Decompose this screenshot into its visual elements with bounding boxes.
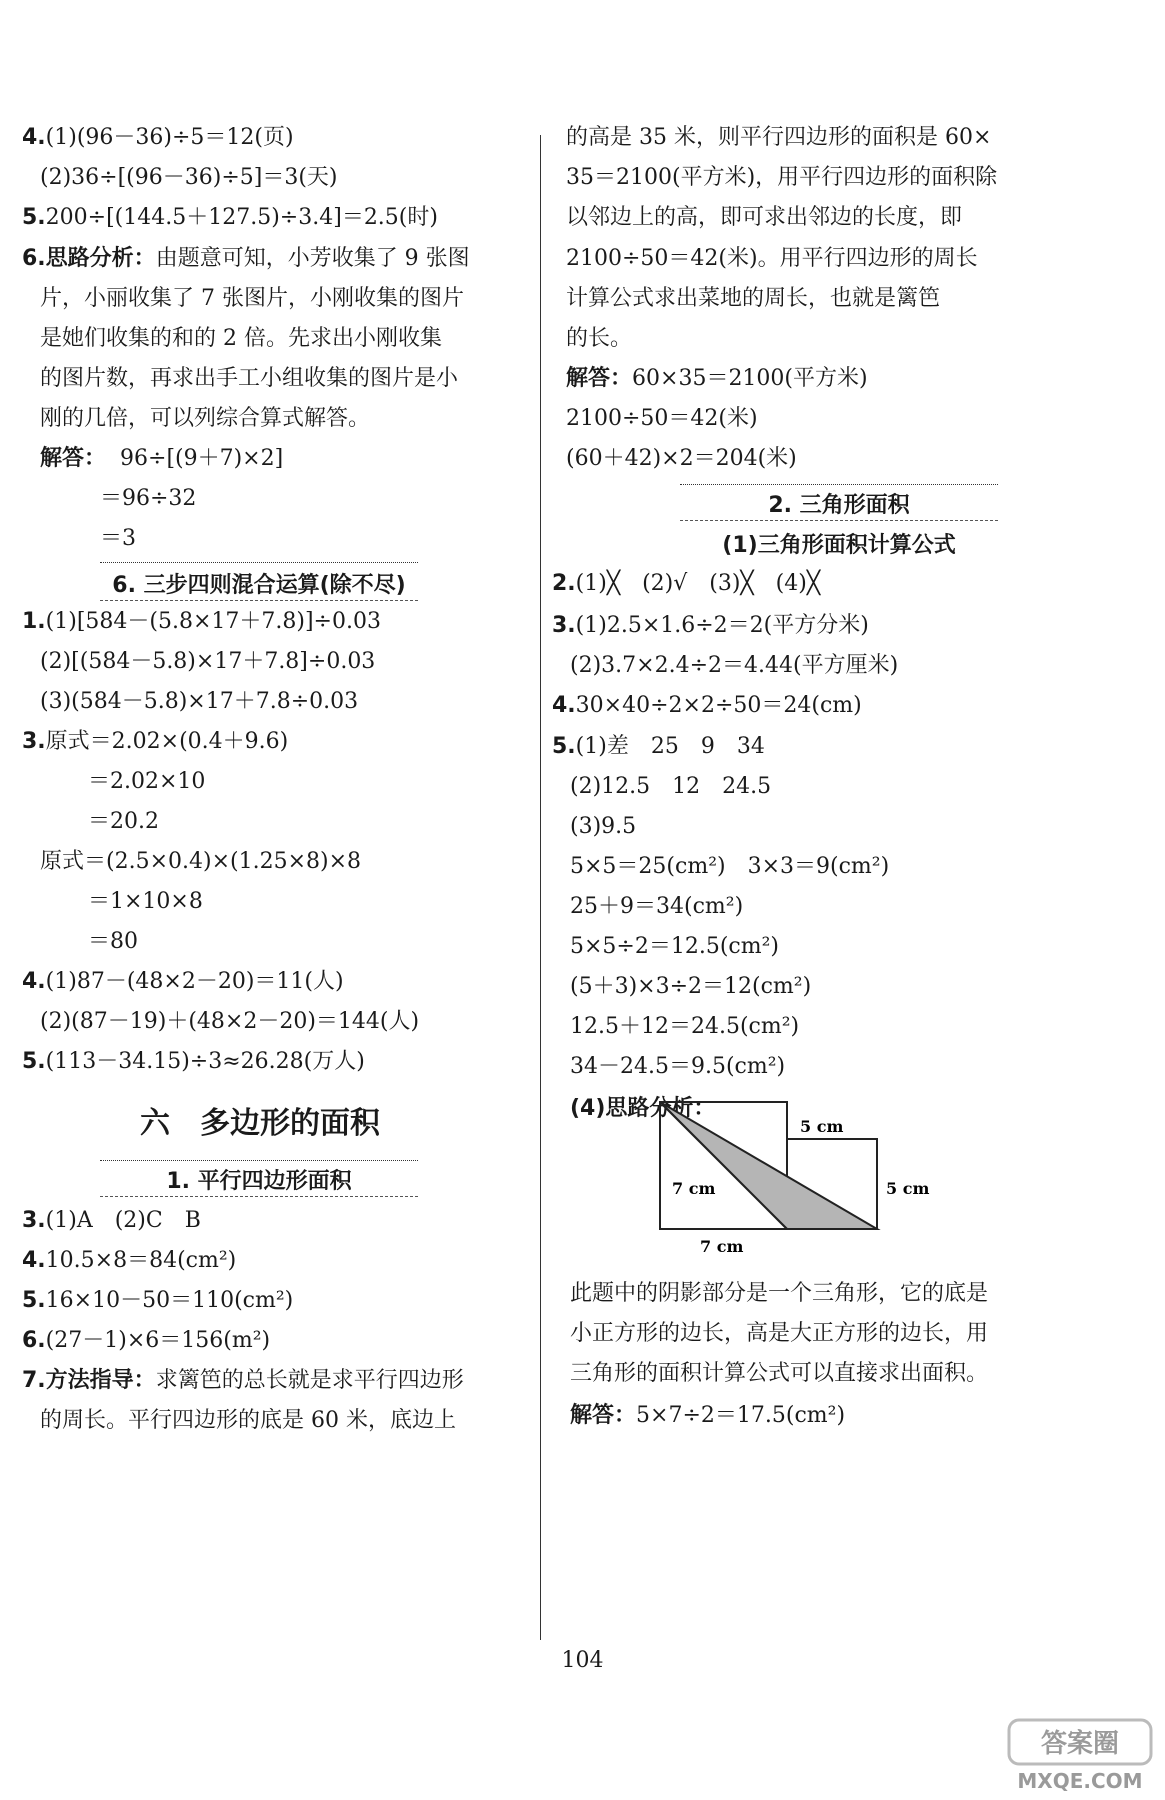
item-number: 5.	[22, 1288, 46, 1313]
answer-line: 10.5×8＝84(cm²)	[45, 1248, 237, 1273]
answer-line: 以邻边上的高，即可求出邻边的长度，即	[566, 205, 963, 230]
paragraph-line: 小正方形的边长，高是大正方形的边长，用	[570, 1321, 989, 1346]
answer-line: (2)3.7×2.4÷2＝4.44(平方厘米)	[570, 653, 899, 678]
item-number: 3.	[552, 613, 576, 638]
equation: 原式＝2.02×(0.4＋9.6)	[45, 729, 289, 754]
answer-line: (2)[(584－5.8)×17＋7.8]÷0.03	[40, 649, 376, 674]
watermark-logo-text: 答案圈	[1040, 1729, 1120, 1759]
analysis-label: 思路分析：	[45, 246, 156, 271]
section-title: 2. 三角形面积	[768, 493, 910, 518]
answer-line: 计算公式求出菜地的周长，也就是篱笆	[566, 286, 941, 311]
left-side-label: 7 cm	[672, 1179, 716, 1198]
answer-4	[22, 122, 294, 154]
equation: ＝2.02×10	[88, 769, 206, 794]
answer-5	[22, 1285, 293, 1317]
answer-6	[22, 243, 470, 275]
item-number: 3.	[22, 1208, 46, 1233]
item-number: 3.	[22, 729, 46, 754]
section-title: 6. 三步四则混合运算(除不尽)	[112, 573, 406, 598]
answer-line: 2100÷50＝42(米)。用平行四边形的周长	[566, 246, 978, 271]
answer-line: (1)╳ (2)√ (3)╳ (4)╳	[575, 571, 821, 596]
equation: 25＋9＝34(cm²)	[570, 894, 744, 919]
answer-line	[570, 1400, 845, 1432]
answer-line: (2)(87－19)＋(48×2－20)＝144(人)	[40, 1009, 420, 1034]
item-number: 2.	[552, 571, 576, 596]
section-rule	[100, 600, 418, 601]
section-title: 1. 平行四边形面积	[166, 1169, 352, 1194]
section-rule	[100, 562, 418, 563]
item-number: 4.	[22, 1248, 46, 1273]
equation: ＝96÷32	[100, 486, 197, 511]
answer-line: 35＝2100(平方米)，用平行四边形的面积除	[566, 165, 998, 190]
answer-line	[40, 443, 283, 475]
answer-5	[552, 731, 765, 763]
answer-3	[22, 1205, 201, 1237]
answer-line: 16×10－50＝110(cm²)	[45, 1288, 294, 1313]
answer-line: 求篱笆的总长就是求平行四边形	[155, 1368, 464, 1393]
answer-line: (1)87－(48×2－20)＝11(人)	[45, 969, 344, 994]
answer-6	[22, 1325, 270, 1357]
paragraph-line: 三角形的面积计算公式可以直接求出面积。	[570, 1361, 989, 1386]
method-label: 方法指导：	[45, 1368, 156, 1393]
equation: 5×5＝25(cm²) 3×3＝9(cm²)	[570, 854, 890, 879]
equation: 12.5＋12＝24.5(cm²)	[570, 1014, 800, 1039]
paragraph-line: 此题中的阴影部分是一个三角形，它的底是	[570, 1281, 989, 1306]
answer-3	[552, 610, 869, 642]
answer-line: (1)差 25 9 34	[575, 734, 765, 759]
analysis-label: (4)思路分析：	[570, 1096, 716, 1121]
item-number: 5.	[22, 1049, 46, 1074]
squares-figure	[650, 1100, 1050, 1270]
answer-line: (1)2.5×1.6÷2＝2(平方分米)	[575, 613, 869, 638]
answer-2	[552, 568, 820, 600]
section-rule	[100, 1160, 418, 1161]
page-number: 104	[561, 1648, 604, 1673]
answer-line: 的周长。平行四边形的底是 60 米，底边上	[40, 1408, 456, 1433]
equation: (5＋3)×3÷2＝12(cm²)	[570, 974, 812, 999]
item-number: 5.	[552, 734, 576, 759]
watermark-url: MXQE.COM	[1017, 1769, 1143, 1793]
right-side-label: 5 cm	[886, 1179, 930, 1198]
item-number: 7.	[22, 1368, 46, 1393]
answer-1	[22, 606, 381, 638]
answer-line: (2)36÷[(96－36)÷5]＝3(天)	[40, 165, 338, 190]
section-rule	[100, 1196, 418, 1197]
answer-line: (113－34.15)÷3≈26.28(万人)	[45, 1049, 365, 1074]
solution-label: 解答：	[40, 446, 107, 471]
top-side-label: 5 cm	[800, 1117, 844, 1136]
answer-4	[22, 966, 344, 998]
solution-label: 解答：	[570, 1403, 637, 1428]
answer-line	[566, 363, 868, 395]
answer-5	[22, 202, 438, 234]
answer-line: 的图片数，再求出手工小组收集的图片是小	[40, 366, 459, 391]
answer-line: 刚的几倍，可以列综合算式解答。	[40, 406, 371, 431]
answer-3	[22, 726, 288, 758]
section-rule	[680, 484, 998, 485]
subsection-title: (1)三角形面积计算公式	[722, 533, 956, 558]
answer-line: (2)12.5 12 24.5	[570, 774, 772, 799]
answer-line: (1)[584－(5.8×17＋7.8)]÷0.03	[45, 609, 381, 634]
solution-label: 解答：	[566, 366, 633, 391]
answer-line: (27－1)×6＝156(m²)	[45, 1328, 271, 1353]
answer-line: 是她们收集的和的 2 倍。先求出小刚收集	[40, 326, 442, 351]
answer-line: 的高是 35 米，则平行四边形的面积是 60×	[566, 125, 992, 150]
item-number: 5.	[22, 205, 46, 230]
answer-line: 30×40÷2×2÷50＝24(cm)	[575, 693, 862, 718]
answer-line: (3)(584－5.8)×17＋7.8÷0.03	[40, 689, 359, 714]
equation: ＝20.2	[88, 809, 159, 834]
equation: 60×35＝2100(平方米)	[632, 366, 868, 391]
equation: ＝80	[88, 929, 138, 954]
answer-line: 由题意可知，小芳收集了 9 张图	[155, 246, 470, 271]
item-number: 4.	[22, 125, 46, 150]
chapter-title: 六 多边形的面积	[140, 1106, 380, 1141]
answer-line: 片，小丽收集了 7 张图片，小刚收集的图片	[40, 286, 464, 311]
section-rule	[680, 520, 998, 521]
equation: ＝3	[100, 526, 136, 551]
equation: 5×7÷2＝17.5(cm²)	[636, 1403, 846, 1428]
answer-line: 200÷[(144.5＋127.5)÷3.4]＝2.5(时)	[45, 205, 438, 230]
item-number: 4.	[22, 969, 46, 994]
equation: ＝1×10×8	[88, 889, 203, 914]
equation: 96÷[(9＋7)×2]	[120, 446, 284, 471]
answer-5	[22, 1046, 365, 1078]
item-number: 1.	[22, 609, 46, 634]
item-number: 6.	[22, 1328, 46, 1353]
column-divider	[540, 135, 541, 1640]
answer-line: (3)9.5	[570, 814, 637, 839]
equation: 34－24.5＝9.5(cm²)	[570, 1054, 786, 1079]
answer-4	[22, 1245, 236, 1277]
answer-4	[552, 690, 862, 722]
item-number: 6.	[22, 246, 46, 271]
equation: 5×5÷2＝12.5(cm²)	[570, 934, 780, 959]
equation: (60＋42)×2＝204(米)	[566, 446, 797, 471]
bottom-side-label: 7 cm	[700, 1237, 744, 1256]
answer-line: 的长。	[566, 326, 633, 351]
equation: 2100÷50＝42(米)	[566, 406, 758, 431]
item-number: 4.	[552, 693, 576, 718]
answer-7	[22, 1365, 464, 1397]
equation: 原式＝(2.5×0.4)×(1.25×8)×8	[40, 849, 362, 874]
site-watermark	[1005, 1716, 1155, 1796]
answer-line: (1)(96－36)÷5＝12(页)	[45, 125, 294, 150]
answer-line: (1)A (2)C B	[45, 1208, 201, 1233]
